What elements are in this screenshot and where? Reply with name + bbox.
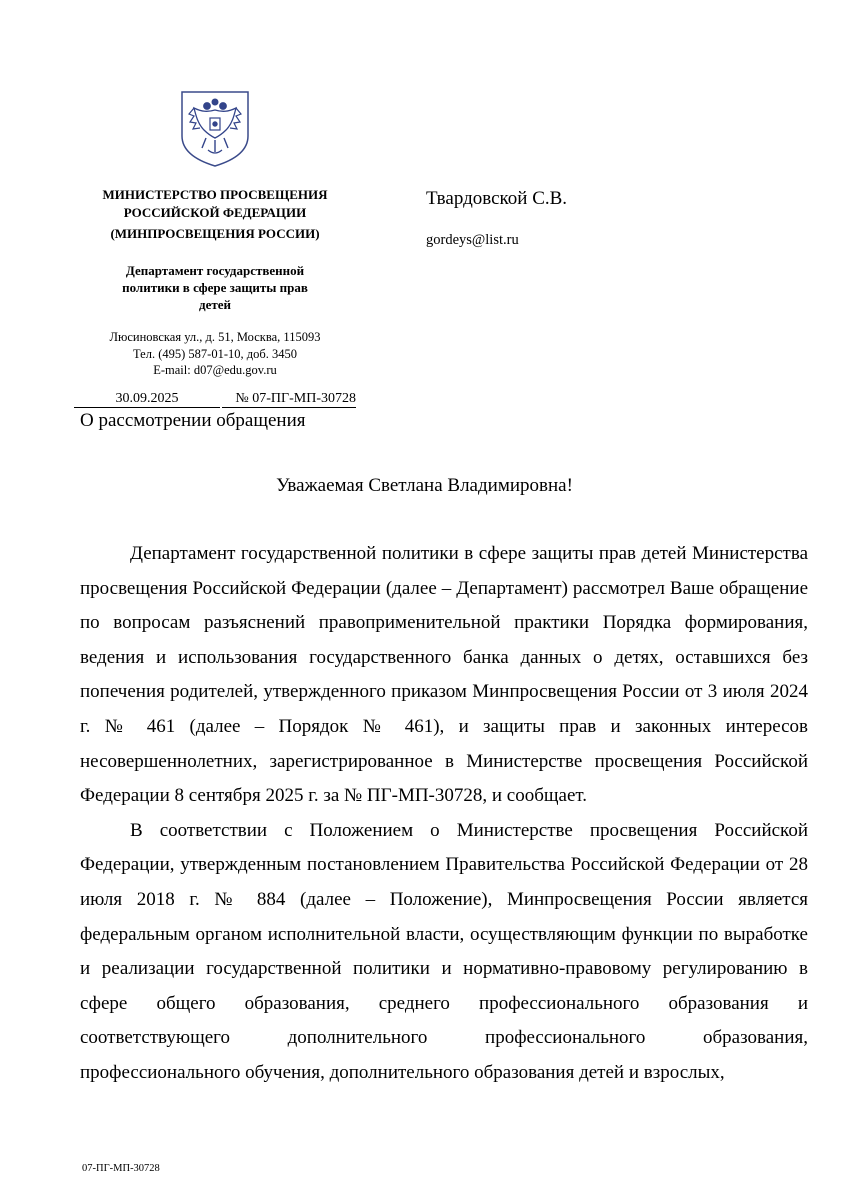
greeting: Уважаемая Светлана Владимировна!: [276, 475, 573, 496]
registration-date: 30.09.2025: [74, 391, 220, 408]
email-line: E-mail: d07@edu.gov.ru: [153, 363, 277, 377]
department-name-line2: политики в сфере защиты прав: [122, 280, 308, 295]
ministry-name-line2: РОССИЙСКОЙ ФЕДЕРАЦИИ: [123, 205, 307, 220]
ministry-short-name: (МИНПРОСВЕЩЕНИЯ РОССИИ): [110, 226, 320, 241]
footer-document-number: 07-ПГ-МП-30728: [82, 1163, 160, 1174]
ministry-name-line1: МИНИСТЕРСТВО ПРОСВЕЩЕНИЯ: [102, 187, 328, 202]
address-line: Люсиновская ул., д. 51, Москва, 115093: [109, 330, 321, 344]
recipient-name: Твардовской С.В.: [426, 188, 568, 209]
department-name-line1: Департамент государственной: [125, 263, 305, 278]
phone-line: Тел. (495) 587-01-10, доб. 3450: [133, 347, 297, 361]
registration-number: № 07-ПГ-МП-30728: [222, 391, 356, 408]
body-paragraph: В соответствии с Положением о Министерстве просвещения Российской Федерации, утвержденным постановлением Правительства Российской Федерации от 28 июля 2018 г. № 884 (далее – Положение), Минпросвещения России является федеральным органом исполнительной власти, осуществляющим функции по выработке и реализации государственной политики и нормативно-правовому регулированию в сфере общего образования, среднего профессионального образования и соответствующего дополнительного профессионального образования, профессионального обучения, дополнительного образования детей и взрослых,: [80, 819, 808, 1083]
russian-coat-of-arms-icon: [180, 90, 250, 168]
department-name-line3: детей: [199, 297, 231, 312]
letter-subject: О рассмотрении обращения: [80, 410, 306, 431]
body-paragraph: Департамент государственной политики в сфере защиты прав детей Министерства просвещения Российской Федерации (далее – Департамент) рассмотрел Ваше обращение по вопросам разъяснений правоприменительной практики Порядка формирования, ведения и использования государственного банка данных о детях, оставшихся без попечения родителей, утвержденного приказом Минпросвещения России от 3 июля 2024 г. № 461 (далее – Порядок № 461), и защиты прав и законных интересов несовершеннолетних, зарегистрированное в Министерстве просвещения Российской Федерации 8 сентября 2025 г. за № ПГ-МП-30728, и сообщает.: [80, 543, 808, 807]
letter-body: [80, 537, 808, 1091]
recipient-email: gordeys@list.ru: [426, 232, 519, 248]
